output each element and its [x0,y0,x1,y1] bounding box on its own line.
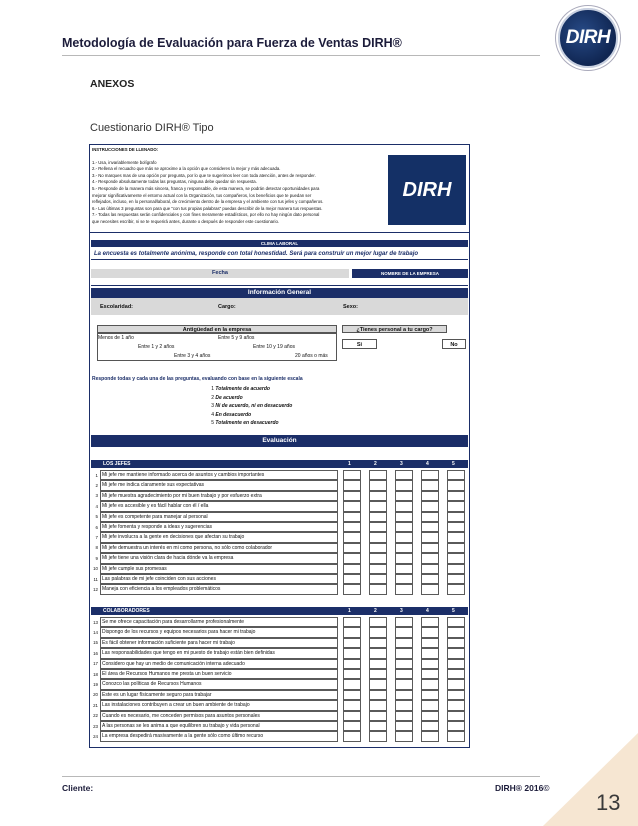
question-number: 16 [93,650,98,656]
question-row [91,669,468,679]
instructions-text [92,147,384,226]
si-option[interactable]: Si [342,339,377,349]
jefes-header [91,460,468,468]
answer-box[interactable] [369,617,387,627]
answer-box[interactable] [447,731,465,741]
footer-client: Cliente: [62,783,94,793]
header-title: Metodología de Evaluación para Fuerza de Ventas DIRH® [62,36,402,50]
questionnaire-frame [89,144,470,748]
question-row [91,700,468,710]
answer-box[interactable] [421,522,439,532]
answer-box[interactable] [395,617,413,627]
answer-box[interactable] [421,617,439,627]
question-number: 8 [95,545,98,551]
question-text: Se me ofrece capacitación para desarrollarme profesionalmente [100,617,338,627]
question-text: Conozco las políticas de Recursos Humanos [100,679,338,689]
answer-box[interactable] [395,690,413,700]
antiguedad-option: Entre 5 y 9 años [218,335,255,341]
scale-header: 4 [426,461,429,467]
answer-box[interactable] [421,501,439,511]
question-row [91,679,468,689]
section-label: ANEXOS [90,78,135,90]
question-text: Mi jefe es competente para manejar al personal [100,512,338,522]
question-row [91,690,468,700]
answer-box[interactable] [447,491,465,501]
question-row [91,627,468,637]
question-number: 11 [93,576,98,582]
answer-box[interactable] [369,501,387,511]
answer-box[interactable] [447,617,465,627]
answer-box[interactable] [421,721,439,731]
colaboradores-header [91,607,468,615]
answer-box[interactable] [447,470,465,480]
answer-box[interactable] [421,700,439,710]
question-number: 22 [93,713,98,719]
colaboradores-label: COLABORADORES [103,608,150,614]
answer-box[interactable] [395,584,413,594]
answer-box[interactable] [447,648,465,658]
instruction-line: que necesites escribir, ni se te requerirá antes, durante o después de responder este cuestionario. [92,218,280,224]
answer-box[interactable] [421,564,439,574]
answer-box[interactable] [395,638,413,648]
antiguedad-option: Entre 1 y 2 años [138,344,175,350]
question-number: 4 [95,503,98,509]
instruction-line: 7.- Todas las respuestas serán confidenciales y con fines meramente estadísticos, por ello no hay ningún dato personal [92,212,320,218]
scale-header: 4 [426,608,429,614]
answer-box[interactable] [421,553,439,563]
answer-box[interactable] [421,648,439,658]
answer-box[interactable] [395,553,413,563]
answer-box[interactable] [447,679,465,689]
question-number: 2 [95,482,98,488]
question-number: 23 [93,723,98,729]
question-text: A las personas se les anima a que equilibren su trabajo y vida personal [100,721,338,731]
answer-box[interactable] [343,543,361,553]
question-text: El área de Recursos Humanos me presta un buen servicio [100,669,338,679]
scale-num: 2 [211,394,214,401]
answer-box[interactable] [447,584,465,594]
answer-box[interactable] [447,553,465,563]
answer-box[interactable] [369,491,387,501]
scale-num: 4 [211,411,214,418]
scale-header: 1 [348,461,351,467]
answer-box[interactable] [343,711,361,721]
instructions-title: INSTRUCCIONES DE LLENADO: [92,147,159,152]
footer-rule [62,776,540,777]
answer-box[interactable] [447,480,465,490]
question-text: Las responsabilidades que tengo en mi puesto de trabajo están bien definidas [100,648,338,658]
answer-box[interactable] [369,627,387,637]
answer-box[interactable] [369,574,387,584]
answer-box[interactable] [343,480,361,490]
answer-box[interactable] [447,711,465,721]
clima-bar: CLIMA LABORAL [91,240,468,247]
question-row [91,648,468,658]
answer-box[interactable] [369,564,387,574]
answer-box[interactable] [343,679,361,689]
answer-box[interactable] [395,711,413,721]
question-text: Mi jefe tiene una visión clara de hacia dónde va la empresa [100,553,338,563]
question-number: 9 [95,555,98,561]
answer-box[interactable] [343,721,361,731]
question-text: Cuando es necesario, me conceden permisos para asuntos personales [100,711,338,721]
question-text: Mi jefe demuestra un interés en mi como persona, no sólo como colaborador [100,543,338,553]
answer-box[interactable] [447,564,465,574]
antiguedad-option: 20 años o más [295,353,328,359]
answer-box[interactable] [369,669,387,679]
answer-box[interactable] [395,700,413,710]
answer-box[interactable] [447,532,465,542]
question-text: Mi jefe fomenta y responde a ideas y sugerencias [100,522,338,532]
answer-box[interactable] [447,627,465,637]
answer-box[interactable] [447,638,465,648]
answer-box[interactable] [343,501,361,511]
answer-box[interactable] [395,522,413,532]
question-text: Las palabras de mi jefe coinciden con sus acciones [100,574,338,584]
question-row [91,470,468,480]
answer-box[interactable] [369,721,387,731]
scale-text: Totalmente en desacuerdo [215,420,279,427]
question-row [91,532,468,542]
scale-item [202,402,292,411]
answer-box[interactable] [421,711,439,721]
answer-box[interactable] [447,512,465,522]
answer-box[interactable] [343,584,361,594]
page-number: 13 [596,790,621,815]
brand-logo-text: DIRH [565,27,611,48]
question-row [91,711,468,721]
question-row [91,574,468,584]
answer-box[interactable] [343,700,361,710]
question-row [91,617,468,627]
answer-box[interactable] [343,470,361,480]
answer-box[interactable] [369,532,387,542]
answer-box[interactable] [395,669,413,679]
answer-box[interactable] [395,574,413,584]
scale-text: En desacuerdo [215,411,252,418]
answer-box[interactable] [343,553,361,563]
answer-box[interactable] [369,543,387,553]
question-number: 3 [95,493,98,499]
jefes-label: LOS JEFES [103,461,131,467]
instruction-line: mejorar significativamente el entorno actual con la Organización, tus compañeros, los beneficios que te puedan ser [92,192,312,198]
no-option[interactable]: No [442,339,466,349]
answer-box[interactable] [369,711,387,721]
answer-box[interactable] [421,512,439,522]
answer-box[interactable] [395,543,413,553]
antiguedad-option: Menos de 1 año [98,335,134,341]
instructions-logo [388,155,466,225]
info-general-bar: Información General [91,288,468,298]
question-text: La empresa despedirá masivamente a la gente sólo como último recurso [100,731,338,741]
answer-box[interactable] [447,543,465,553]
answer-box[interactable] [395,501,413,511]
scale-item [202,411,292,420]
personal-header: ¿Tienes personal a tu cargo? [342,325,447,333]
question-row [91,522,468,532]
antiguedad-option: Entre 10 y 19 años [253,344,295,350]
question-row [91,731,468,741]
answer-box[interactable] [421,584,439,594]
fecha-row: Fecha [91,269,349,278]
answer-box[interactable] [369,584,387,594]
answer-box[interactable] [447,659,465,669]
scale-item [202,419,292,428]
question-text: Es fácil obtener información suficiente para hacer mi trabajo [100,638,338,648]
question-row [91,512,468,522]
question-row [91,564,468,574]
scale-num: 5 [211,420,214,427]
question-text: Mi jefe involucra a la gente en decisiones que afectan su trabajo [100,532,338,542]
question-text: Considero que hay un medio de comunicación interna adecuado [100,659,338,669]
scale-header: 2 [374,461,377,467]
answer-box[interactable] [421,690,439,700]
antiguedad-option: Entre 3 y 4 años [174,353,211,359]
question-number: 24 [93,733,98,739]
scale-header: 2 [374,608,377,614]
answer-box[interactable] [447,522,465,532]
answer-box[interactable] [343,638,361,648]
answer-box[interactable] [421,669,439,679]
question-text: Las instalaciones contribuyen a crear un buen ambiente de trabajo [100,700,338,710]
question-text: Este es un lugar físicamente seguro para trabajar [100,690,338,700]
answer-box[interactable] [395,470,413,480]
scale-item [202,385,292,394]
sexo-label: Sexo: [343,304,358,310]
answer-box[interactable] [369,700,387,710]
answer-box[interactable] [369,690,387,700]
question-text: Mi jefe es accesible y es fácil hablar con él / ella [100,501,338,511]
scale-text: Totalmente de acuerdo [215,386,270,392]
scale-item [202,394,292,403]
question-row [91,543,468,553]
answer-box[interactable] [395,512,413,522]
question-row [91,584,468,594]
question-text: Mi jefe muestra agradecimiento por mi buen trabajo y por esfuerzo extra [100,491,338,501]
question-text: Mi jefe me mantiene informado acerca de asuntos y cambios importantes [100,470,338,480]
questionnaire-subtitle: Cuestionario DIRH® Tipo [90,122,214,134]
answer-box[interactable] [421,532,439,542]
question-number: 12 [93,586,98,592]
question-number: 21 [93,702,98,708]
question-text: Mi jefe me indica claramente sus expectativas [100,480,338,490]
question-number: 19 [93,681,98,687]
corner-decoration [543,733,638,826]
question-number: 20 [93,692,98,698]
answer-box[interactable] [421,679,439,689]
answer-box[interactable] [447,669,465,679]
answer-box[interactable] [369,470,387,480]
evaluacion-bar: Evaluación [91,435,468,447]
question-row [91,659,468,669]
question-text: Dispongo de los recursos y equipos necesarios para hacer mi trabajo [100,627,338,637]
instruction-line: 2.- Rellena el recuadro que más se aproxime a la opción que consideres la mejor y más adecuada. [92,166,281,172]
answer-box[interactable] [421,491,439,501]
scale-header: 3 [400,461,403,467]
answer-box[interactable] [343,648,361,658]
answer-box[interactable] [369,512,387,522]
question-number: 5 [95,514,98,520]
question-number: 1 [95,472,98,478]
instructions-block [90,145,469,233]
question-number: 15 [93,640,98,646]
answer-box[interactable] [343,731,361,741]
scale-num: 1 [211,386,214,392]
answer-box[interactable] [395,564,413,574]
question-row [91,721,468,731]
escolaridad-label: Escolaridad: [100,304,134,310]
cargo-label: Cargo: [218,304,236,310]
answer-box[interactable] [447,700,465,710]
answer-box[interactable] [395,659,413,669]
question-number: 14 [93,629,98,635]
instruction-line: 4.- Responde absolutamente todas las preguntas, ninguna debe quedar sin respuesta. [92,179,257,185]
scale-header: 5 [452,461,455,467]
footer-copyright: DIRH® 2016© [495,783,550,793]
answer-box[interactable] [395,721,413,731]
answer-box[interactable] [343,491,361,501]
scale-header: 3 [400,608,403,614]
answer-box[interactable] [369,480,387,490]
question-text: Maneja con eficiencia a los empleados problemáticos [100,584,338,594]
answer-box[interactable] [369,553,387,563]
answer-box[interactable] [421,574,439,584]
answer-box[interactable] [447,690,465,700]
answer-box[interactable] [395,627,413,637]
instruction-line: 1.- Usa, invariablemente bolígrafo [92,159,157,165]
question-number: 10 [93,566,98,572]
instructions-logo-text: DIRH [402,178,452,201]
scale-text: De acuerdo [215,394,243,401]
answer-box[interactable] [343,669,361,679]
scale-num: 3 [211,403,214,410]
scale-text: Ni de acuerdo, ni en desacuerdo [215,403,293,410]
answer-box[interactable] [447,501,465,511]
answer-box[interactable] [343,617,361,627]
answer-box[interactable] [395,491,413,501]
answer-box[interactable] [343,512,361,522]
answer-box[interactable] [343,532,361,542]
answer-box[interactable] [369,659,387,669]
brand-logo [558,8,618,68]
question-text: Mi jefe cumple sus promesas [100,564,338,574]
antiguedad-header: Antigüedad en la empresa [97,325,337,333]
question-row [91,638,468,648]
answer-box[interactable] [421,480,439,490]
scale-intro: Responde todas y cada una de las preguntas, evaluando con base en la siguiente escala [92,376,303,382]
note-rule [91,259,468,260]
question-number: 13 [93,619,98,625]
answer-box[interactable] [421,470,439,480]
answer-box[interactable] [447,721,465,731]
question-number: 18 [93,671,98,677]
answer-box[interactable] [343,522,361,532]
answer-box[interactable] [395,679,413,689]
answer-box[interactable] [395,648,413,658]
answer-box[interactable] [343,690,361,700]
info-general-row [91,298,468,315]
instruction-line: 5.- Responde de la manera más sincera, franca y responsable, de esta manera, se podrán detectar oportunidades para [92,185,320,191]
fecha-rule [91,285,468,286]
answer-box[interactable] [369,638,387,648]
answer-box[interactable] [343,659,361,669]
scale-list [202,385,292,428]
question-row [91,553,468,563]
answer-box[interactable] [369,679,387,689]
answer-box[interactable] [421,638,439,648]
question-row [91,501,468,511]
answer-box[interactable] [421,731,439,741]
answer-box[interactable] [369,522,387,532]
question-row [91,491,468,501]
anonymous-note: La encuesta es totalmente anónima, responde con total honestidad. Será para construir un mejor lugar de trabajo [94,251,419,257]
question-number: 17 [93,661,98,667]
instruction-line: 3.- No marques mas de una opción por pregunta, por lo que te sugerimos leer con toda atención, antes de responder. [92,172,316,178]
answer-box[interactable] [447,574,465,584]
answer-box[interactable] [369,731,387,741]
answer-box[interactable] [421,543,439,553]
scale-header: 1 [348,608,351,614]
question-number: 6 [95,524,98,530]
question-number: 7 [95,534,98,540]
answer-box[interactable] [421,627,439,637]
instruction-line: reflejados, incluso, en lo personal/laboral, de crecimiento dentro de la empresa y el ambiente con tus jefes y compañeros. [92,199,324,205]
instruction-line: 6.- Las últimas 3 preguntas son para que "con tus propias palabras" puedas describir de la mejor manera tus respuestas. [92,205,323,211]
scale-header: 5 [452,608,455,614]
empresa-label: NOMBRE DE LA EMPRESA [352,269,468,278]
question-row [91,480,468,490]
answer-box[interactable] [343,564,361,574]
antiguedad-box [97,333,337,361]
answer-box[interactable] [395,480,413,490]
answer-box[interactable] [395,532,413,542]
answer-box[interactable] [369,648,387,658]
answer-box[interactable] [421,659,439,669]
answer-box[interactable] [343,627,361,637]
answer-box[interactable] [343,574,361,584]
header-rule [62,55,540,56]
answer-box[interactable] [395,731,413,741]
